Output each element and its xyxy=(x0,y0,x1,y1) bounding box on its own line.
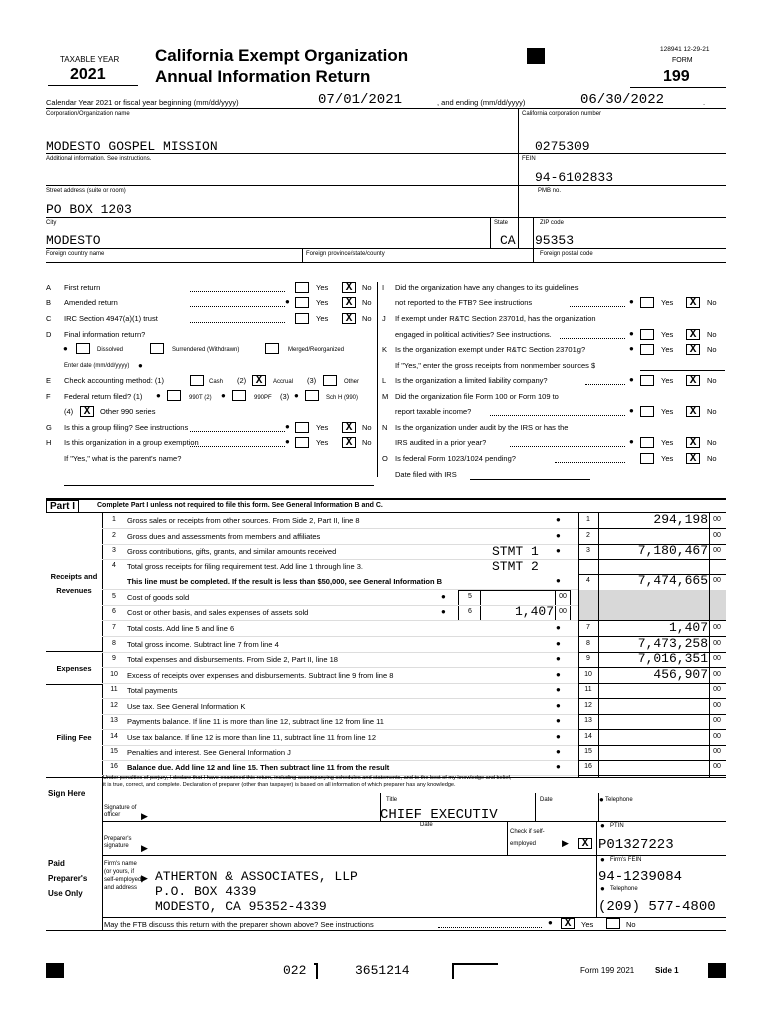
period-begin-label: Calendar Year 2021 or fiscal year beginning (mm/dd/yyyy) xyxy=(46,98,239,107)
self-employed-checkbox[interactable]: X xyxy=(578,838,592,849)
bullet-icon: ● xyxy=(600,884,605,893)
question-H-no-checkbox[interactable]: X xyxy=(342,437,356,448)
yes-label: Yes xyxy=(661,407,674,416)
discuss-yes-checkbox[interactable]: X xyxy=(561,918,575,929)
street[interactable]: PO BOX 1203 xyxy=(46,202,132,217)
merged-checkbox[interactable] xyxy=(265,343,279,354)
d-date-label: Enter date (mm/dd/yyyy) xyxy=(64,363,130,369)
question-G-no-checkbox[interactable]: X xyxy=(342,422,356,433)
footer-bracket-right xyxy=(314,963,318,979)
sign-date-label: Date xyxy=(540,797,553,803)
bullet-icon: ● xyxy=(599,795,604,804)
sig-arrow-icon: ▶ xyxy=(141,811,148,821)
e-3-label: (3) xyxy=(307,376,317,385)
line-box-number: 13 xyxy=(584,717,592,724)
line-3-text: Gross contributions, gifts, grants, and similar amounts received xyxy=(127,547,337,556)
f-schh-checkbox[interactable] xyxy=(305,390,319,401)
question-A-no-checkbox[interactable]: X xyxy=(342,282,356,293)
yes-label: Yes xyxy=(316,298,329,307)
question-B-letter: B xyxy=(46,298,52,307)
discuss-yes-label: Yes xyxy=(581,920,594,929)
yes-label: Yes xyxy=(316,423,329,432)
question-O-text2: Date filed with IRS xyxy=(395,470,457,479)
self-employed-arrow-icon: ▶ xyxy=(562,838,569,848)
yes-label: Yes xyxy=(661,298,674,307)
question-A-text: First return xyxy=(64,283,101,292)
org-name-label: Corporation/Organization name xyxy=(46,111,130,117)
bullet-icon: ● xyxy=(556,701,561,710)
question-H-text: Is this organization in a group exemption xyxy=(64,438,199,447)
merged-label: Merged/Reorganized xyxy=(288,347,345,353)
line-7-text: Total costs. Add line 5 and line 6 xyxy=(127,624,235,633)
line-cents: 00 xyxy=(713,655,721,662)
footer-marker-right xyxy=(708,963,726,978)
line-number: 15 xyxy=(110,748,118,755)
question-N-no-checkbox[interactable]: X xyxy=(686,437,700,448)
no-label: No xyxy=(707,454,717,463)
question-I-letter: I xyxy=(382,283,385,292)
state-label: State xyxy=(494,220,509,226)
question-I-text: Did the organization have any changes to its guidelines xyxy=(395,283,579,292)
question-D-text: Final information return? xyxy=(64,330,146,339)
discuss-no-checkbox[interactable] xyxy=(606,918,620,929)
question-J-text2: engaged in political activities? See instructions. xyxy=(395,330,552,339)
line-cents: 00 xyxy=(713,671,721,678)
corner-marker xyxy=(527,48,545,64)
question-M-no-checkbox[interactable]: X xyxy=(686,406,700,417)
yes-label: Yes xyxy=(316,283,329,292)
org-name[interactable]: MODESTO GOSPEL MISSION xyxy=(46,139,218,154)
yes-label: Yes xyxy=(661,330,674,339)
question-M-yes-checkbox[interactable] xyxy=(640,406,654,417)
line-number: 1 xyxy=(112,516,116,523)
question-B-yes-checkbox[interactable] xyxy=(295,297,309,308)
question-A-letter: A xyxy=(46,283,52,292)
line-number: 6 xyxy=(112,608,116,615)
line-1-amount[interactable]: 294,198 xyxy=(653,512,708,527)
line--amount[interactable]: 7,474,665 xyxy=(637,573,708,588)
surrendered-checkbox[interactable] xyxy=(150,343,164,354)
line-cents: 00 xyxy=(713,686,721,693)
question-K-text: Is the organization exempt under R&TC Section 23701g? xyxy=(395,345,586,354)
question-F-text: Federal return filed? (1) xyxy=(64,392,143,401)
footer-bracket-left xyxy=(452,963,498,979)
question-J-letter: J xyxy=(382,314,386,323)
question-C-text: IRC Section 4947(a)(1) trust xyxy=(64,314,158,323)
line-box-number: 8 xyxy=(586,640,590,647)
no-label: No xyxy=(362,314,372,323)
question-K-no-checkbox[interactable]: X xyxy=(686,344,700,355)
city[interactable]: MODESTO xyxy=(46,233,101,248)
line-1-text: Gross sales or receipts from other sources. From Side 2, Part II, line 8 xyxy=(127,516,360,525)
yes-label: Yes xyxy=(661,454,674,463)
question-G-yes-checkbox[interactable] xyxy=(295,422,309,433)
line-8-amount[interactable]: 7,473,258 xyxy=(637,636,708,651)
line-8-text: Total gross income. Subtract line 7 from line 4 xyxy=(127,640,279,649)
postal-label: Foreign postal code xyxy=(540,251,593,257)
period-end-label: , and ending (mm/dd/yyyy) xyxy=(437,98,526,107)
zip[interactable]: 95353 xyxy=(535,233,575,248)
line-6-box: 6 xyxy=(468,608,472,615)
yes-label: Yes xyxy=(316,314,329,323)
question-K-yes-checkbox[interactable] xyxy=(640,344,654,355)
question-H-yes-checkbox[interactable] xyxy=(295,437,309,448)
accrual-label: Accrual xyxy=(273,379,294,385)
line-number: 4 xyxy=(112,562,116,569)
perjury-text-1: Under penalties of perjury, I declare that I have examined this return, including accompanying schedules and statements, and to the best of my knowledge and belief, xyxy=(103,775,512,781)
line-3-amount[interactable]: 7,180,467 xyxy=(637,543,708,558)
no-label: No xyxy=(707,376,717,385)
pmb-label: PMB no. xyxy=(538,188,562,194)
line-box-number: 2 xyxy=(586,532,590,539)
question-N-yes-checkbox[interactable] xyxy=(640,437,654,448)
form-number: 199 xyxy=(663,68,690,85)
country-label: Foreign country name xyxy=(46,251,105,257)
sign-phone-label: Telephone xyxy=(605,797,633,803)
line-box-number: 12 xyxy=(584,702,592,709)
ptin[interactable]: P01327223 xyxy=(598,837,674,853)
line-cents: 00 xyxy=(713,640,721,647)
line-15-text: Penalties and interest. See General Information J xyxy=(127,748,291,757)
addl-info-label: Additional information. See instructions. xyxy=(46,156,152,162)
sig-officer-label: Signature of officer xyxy=(104,805,137,818)
tax-year: 2021 xyxy=(70,66,106,83)
question-I-no-checkbox[interactable]: X xyxy=(686,297,700,308)
no-label: No xyxy=(707,298,717,307)
line-10-amount[interactable]: 456,907 xyxy=(653,667,708,682)
period-begin[interactable]: 07/01/2021 xyxy=(318,92,403,108)
line-cents: 00 xyxy=(713,532,721,539)
line-14-text: Use tax balance. If line 12 is more than line 11, subtract line 11 from line 12 xyxy=(127,733,377,742)
form-title-line2: Annual Information Return xyxy=(155,67,371,86)
footer-code1: 022 xyxy=(283,963,307,978)
line-6-cents: 00 xyxy=(559,608,567,615)
line-10-text: Excess of receipts over expenses and disbursements. Subtract line 9 from line 8 xyxy=(127,671,394,680)
question-O-letter: O xyxy=(382,454,388,463)
discuss-question: May the FTB discuss this return with the preparer shown above? See instructions xyxy=(104,920,374,929)
dissolved-checkbox[interactable] xyxy=(76,343,90,354)
bullet-icon: ● xyxy=(629,297,634,306)
line-6-amount[interactable]: 1,407 xyxy=(514,604,554,619)
line-box-number: 3 xyxy=(586,547,590,554)
yes-label: Yes xyxy=(316,438,329,447)
ptin-label: PTIN xyxy=(610,823,624,829)
line-box-number: 16 xyxy=(584,763,592,770)
bullet-icon: ● xyxy=(629,344,634,353)
bullet-icon: ● xyxy=(629,437,634,446)
line-11-text: Total payments xyxy=(127,686,178,695)
line-number: 11 xyxy=(110,686,118,693)
question-K-letter: K xyxy=(382,345,388,354)
bullet-icon: ● xyxy=(285,297,290,306)
line-number: 12 xyxy=(110,702,118,709)
no-label: No xyxy=(362,283,372,292)
line-5-cents: 00 xyxy=(559,593,567,600)
question-M-letter: M xyxy=(382,392,389,401)
yes-label: Yes xyxy=(661,376,674,385)
line-number: 8 xyxy=(112,640,116,647)
line-number: 14 xyxy=(110,733,118,740)
no-label: No xyxy=(362,438,372,447)
question-N-text: Is the organization under audit by the IRS or has the xyxy=(395,423,569,432)
bullet-icon: ● xyxy=(556,685,561,694)
question-L-letter: L xyxy=(382,376,387,385)
preparer-arrow-icon: ▶ xyxy=(141,843,148,853)
bullet-icon: ● xyxy=(556,623,561,632)
section-filing: Filing Fee xyxy=(56,733,92,742)
f-990t-label: 990T (2) xyxy=(189,395,212,401)
city-label: City xyxy=(46,220,57,226)
bullet-icon: ● xyxy=(556,546,561,555)
question-B-no-checkbox[interactable]: X xyxy=(342,297,356,308)
line-cents: 00 xyxy=(713,702,721,709)
street-label: Street address (suite or room) xyxy=(46,188,126,194)
line-number: 2 xyxy=(112,532,116,539)
question-K-text2: If "Yes," enter the gross receipts from nonmember sources $ xyxy=(395,361,596,370)
footer-code2: 3651214 xyxy=(355,963,410,978)
cash-checkbox[interactable] xyxy=(190,375,204,386)
line-9-amount[interactable]: 7,016,351 xyxy=(637,651,708,666)
line-cents: 00 xyxy=(713,624,721,631)
firm-addr2[interactable]: MODESTO, CA 95352-4339 xyxy=(155,899,327,914)
title-label: Title xyxy=(386,797,398,803)
bullet-icon: ● xyxy=(556,576,561,585)
preparer-sig-label: Preparer's signature xyxy=(104,836,132,849)
question-M-text2: report taxable income? xyxy=(395,407,472,416)
question-I-text2: not reported to the FTB? See instructions xyxy=(395,298,533,307)
state[interactable]: CA xyxy=(500,233,516,248)
bullet-icon: ● xyxy=(63,344,68,353)
question-C-yes-checkbox[interactable] xyxy=(295,313,309,324)
bullet-icon: ● xyxy=(629,406,634,415)
bullet-icon: ● xyxy=(285,422,290,431)
line-13-text: Payments balance. If line 11 is more than line 12, subtract line 12 from line 11 xyxy=(127,717,384,726)
question-L-text: Is the organization a limited liability company? xyxy=(395,376,548,385)
firm-fein-label: Firm's FEIN xyxy=(610,857,642,863)
line-7-amount[interactable]: 1,407 xyxy=(668,620,708,635)
bullet-icon: ● xyxy=(629,329,634,338)
part1-label: Part I xyxy=(46,500,79,513)
question-J-no-checkbox[interactable]: X xyxy=(686,329,700,340)
line-box-number: 10 xyxy=(584,671,592,678)
question-G-letter: G xyxy=(46,423,52,432)
line-cents: 00 xyxy=(713,717,721,724)
preparer-phone[interactable]: (209) 577-4800 xyxy=(598,899,716,915)
line-number: 7 xyxy=(112,624,116,631)
line-cents: 00 xyxy=(713,547,721,554)
line-box-number: 1 xyxy=(586,516,590,523)
bullet-icon: ● xyxy=(629,375,634,384)
line-4b-text: This line must be completed. If the result is less than $50,000, see General Information B xyxy=(127,577,443,586)
f-990pf-checkbox[interactable] xyxy=(232,390,246,401)
section-receipts: Receipts and Revenues xyxy=(50,572,98,595)
question-C-letter: C xyxy=(46,314,52,323)
line-cents: 00 xyxy=(713,577,721,584)
line-cents: 00 xyxy=(713,733,721,740)
question-J-text: If exempt under R&TC Section 23701d, has the organization xyxy=(395,314,596,323)
taxable-year-label: TAXABLE YEAR xyxy=(60,55,120,64)
bullet-icon: ● xyxy=(556,639,561,648)
no-label: No xyxy=(707,345,717,354)
bullet-icon: ● xyxy=(556,670,561,679)
question-N-letter: N xyxy=(382,423,388,432)
question-M-text: Did the organization file Form 100 or Form 109 to xyxy=(395,392,559,401)
bullet-icon: ● xyxy=(556,515,561,524)
line-12-text: Use tax. See General Information K xyxy=(127,702,246,711)
yes-label: Yes xyxy=(661,438,674,447)
bullet-icon: ● xyxy=(600,855,605,864)
question-O-text: Is federal Form 1023/1024 pending? xyxy=(395,454,516,463)
bullet-icon: ● xyxy=(556,654,561,663)
f-4-label: (4) xyxy=(64,407,74,416)
bullet-icon: ● xyxy=(556,716,561,725)
line-box-number: 14 xyxy=(584,733,592,740)
form-code: 128941 12-29-21 xyxy=(660,46,710,53)
firm-fein[interactable]: 94-1239084 xyxy=(598,869,683,885)
line-cents: 00 xyxy=(713,748,721,755)
section-expenses: Expenses xyxy=(56,664,92,673)
line-box-number: 15 xyxy=(584,748,592,755)
discuss-no-label: No xyxy=(626,920,636,929)
fein[interactable]: 94-6102833 xyxy=(535,170,614,185)
line-box-number: 11 xyxy=(584,686,592,693)
f-other990-checkbox[interactable]: X xyxy=(80,406,94,417)
question-G-text: Is this a group filing? See instructions xyxy=(64,423,189,432)
corp-no-label: California corporation number xyxy=(522,111,602,117)
no-label: No xyxy=(362,298,372,307)
line-box-number: 7 xyxy=(586,624,590,631)
question-F-letter: F xyxy=(46,392,51,401)
sign-here-label: Sign Here xyxy=(48,789,86,798)
bullet-icon: ● xyxy=(548,918,553,927)
no-label: No xyxy=(707,407,717,416)
firm-arrow-icon: ▶ xyxy=(141,873,148,883)
parent-name-label: If "Yes," what is the parent's name? xyxy=(64,454,182,463)
firm-name-label: Firm's name (or yours, if self-employed) and address xyxy=(104,861,144,891)
surrendered-label: Surrendered (Withdrawn) xyxy=(172,347,240,353)
bullet-icon: ● xyxy=(294,391,299,400)
line-6-text: Cost or other basis, and sales expenses of assets sold xyxy=(127,608,309,617)
question-B-text: Amended return xyxy=(64,298,118,307)
cash-label: Cash xyxy=(209,379,224,385)
question-L-no-checkbox[interactable]: X xyxy=(686,375,700,386)
bullet-icon: ● xyxy=(600,821,605,830)
bullet-icon: ● xyxy=(156,391,161,400)
question-H-letter: H xyxy=(46,438,52,447)
bullet-icon: ● xyxy=(285,437,290,446)
question-A-yes-checkbox[interactable] xyxy=(295,282,309,293)
province-label: Foreign province/state/county xyxy=(306,251,385,257)
f-schh-label: Sch H (990) xyxy=(326,395,359,401)
line-number: 13 xyxy=(110,717,118,724)
e-2-label: (2) xyxy=(237,376,247,385)
footer-side: Side 1 xyxy=(655,966,679,975)
line-number: 9 xyxy=(112,655,116,662)
bullet-icon: ● xyxy=(138,361,143,370)
self-employed-label: Check if self-employed xyxy=(510,829,545,847)
question-D-letter: D xyxy=(46,330,52,339)
form-title-line1: California Exempt Organization xyxy=(155,46,409,65)
f-990t-checkbox[interactable] xyxy=(167,390,181,401)
zip-label: ZIP code xyxy=(540,220,564,226)
statement-ref: STMT 1 xyxy=(492,544,539,559)
question-L-yes-checkbox[interactable] xyxy=(640,375,654,386)
f-990pf-label: 990PF xyxy=(254,395,272,401)
footer-marker-left xyxy=(46,963,64,978)
form-label: FORM xyxy=(672,57,693,64)
line-5-box: 5 xyxy=(468,593,472,600)
question-O-yes-checkbox[interactable] xyxy=(640,453,654,464)
other-method-checkbox[interactable] xyxy=(323,375,337,386)
line-5-text: Cost of goods sold xyxy=(127,593,190,602)
question-C-no-checkbox[interactable]: X xyxy=(342,313,356,324)
line-cents: 00 xyxy=(713,516,721,523)
preparer-phone-label: Telephone xyxy=(610,886,638,892)
line-number: 10 xyxy=(110,671,118,678)
line-2-text: Gross dues and assessments from members and affiliates xyxy=(127,532,321,541)
f-other990-label: Other 990 series xyxy=(100,407,156,416)
period-trailing: . xyxy=(703,98,706,107)
line-9-text: Total expenses and disbursements. From Side 2, Part II, line 18 xyxy=(127,655,338,664)
line-number: 16 xyxy=(110,763,118,770)
line-16-text: Balance due. Add line 12 and line 15. Then subtract line 11 from the result xyxy=(127,763,390,772)
no-label: No xyxy=(362,423,372,432)
footer-form-ref: Form 199 2021 xyxy=(580,966,635,975)
line-number: 5 xyxy=(112,593,116,600)
perjury-text-2: it is true, correct, and complete. Declaration of preparer (other than taxpayer) is based on all information of which preparer has any knowledge. xyxy=(103,782,456,788)
line-number: 3 xyxy=(112,547,116,554)
bullet-icon: ● xyxy=(556,732,561,741)
no-label: No xyxy=(707,438,717,447)
yes-label: Yes xyxy=(661,345,674,354)
other-method-label: Other xyxy=(344,379,360,385)
shaded-area xyxy=(578,590,726,620)
firm-addr1[interactable]: P.O. BOX 4339 xyxy=(155,884,257,899)
question-E-text: Check accounting method: (1) xyxy=(64,376,165,385)
question-O-no-checkbox[interactable]: X xyxy=(686,453,700,464)
line-box-number: 9 xyxy=(586,655,590,662)
question-E-letter: E xyxy=(46,376,52,385)
question-N-text2: IRS audited in a prior year? xyxy=(395,438,487,447)
fein-label: FEIN xyxy=(522,156,536,162)
officer-title[interactable]: CHIEF EXECUTIV xyxy=(380,807,498,823)
preparer-date-label: Date xyxy=(420,822,433,828)
bullet-icon: ● xyxy=(556,762,561,771)
question-J-yes-checkbox[interactable] xyxy=(640,329,654,340)
line-4-text: Total gross receipts for filing requirement test. Add line 1 through line 3. xyxy=(127,562,363,571)
paid-preparer-label: Paid Preparer's Use Only xyxy=(48,859,88,898)
question-I-yes-checkbox[interactable] xyxy=(640,297,654,308)
statement-ref: STMT 2 xyxy=(492,559,539,574)
accrual-checkbox[interactable]: X xyxy=(252,375,266,386)
line-cents: 00 xyxy=(713,763,721,770)
period-end[interactable]: 06/30/2022 xyxy=(580,92,665,108)
part1-heading: Complete Part I unless not required to file this form. See General Information B and C. xyxy=(97,502,383,509)
bullet-icon: ● xyxy=(556,747,561,756)
bullet-icon: ● xyxy=(441,592,446,601)
bullet-icon: ● xyxy=(556,531,561,540)
firm-name[interactable]: ATHERTON & ASSOCIATES, LLP xyxy=(155,869,358,884)
line-box-number: 4 xyxy=(586,577,590,584)
corp-no[interactable]: 0275309 xyxy=(535,139,590,154)
f-3-label: (3) xyxy=(280,392,290,401)
bullet-icon: ● xyxy=(441,607,446,616)
bullet-icon: ● xyxy=(221,391,226,400)
dissolved-label: Dissolved xyxy=(97,347,124,353)
no-label: No xyxy=(707,330,717,339)
